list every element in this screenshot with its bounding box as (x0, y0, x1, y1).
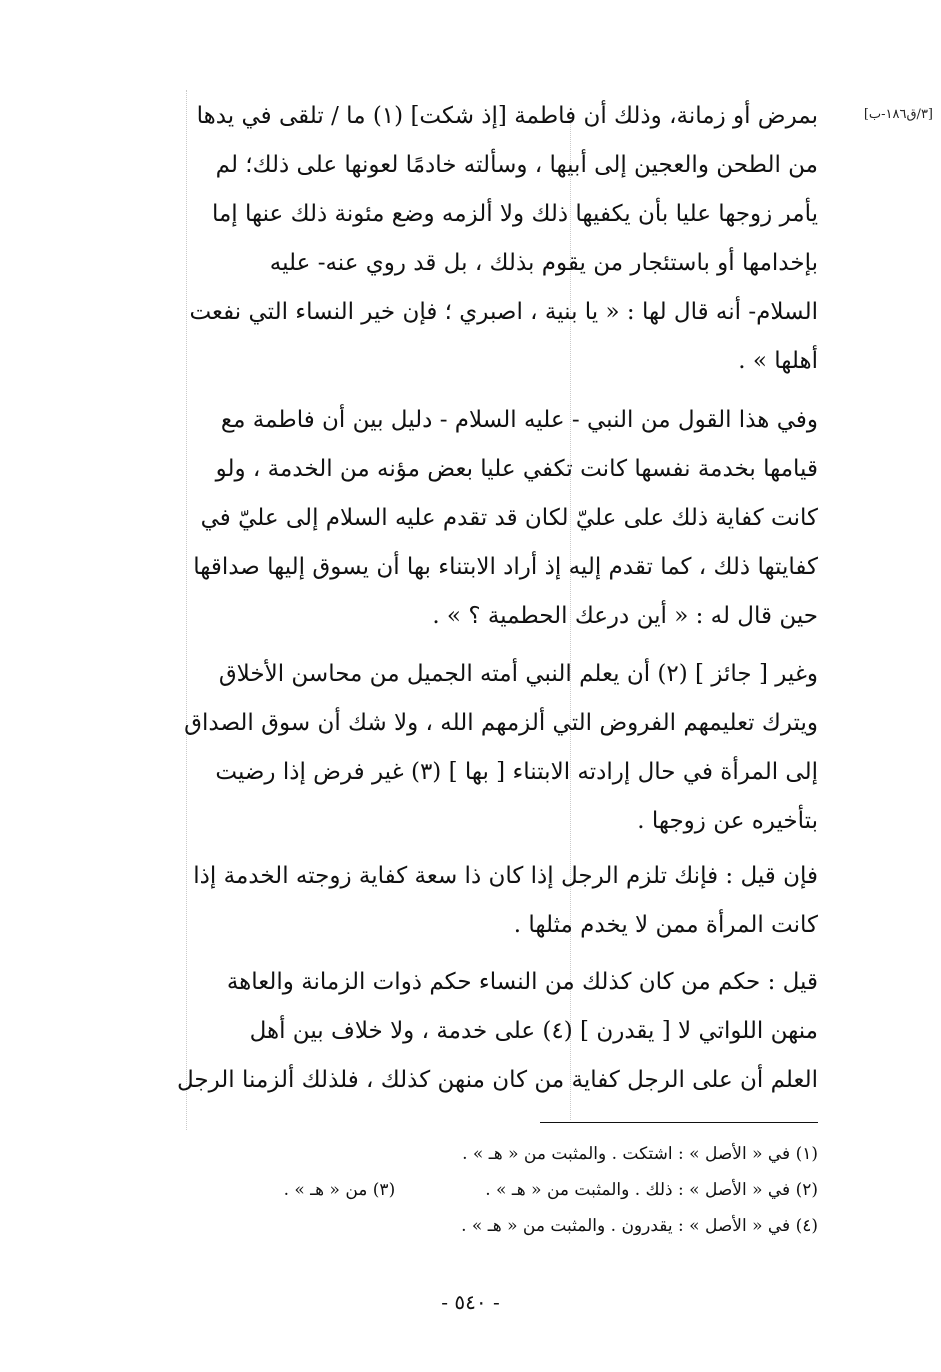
page-number: - ٥٤٠ - (441, 1290, 500, 1314)
footnote-row (140, 1136, 818, 1172)
text-line: ويترك تعليمهم الفروض التي ألزمهم الله ، ولا شك أن سوق الصداق (184, 710, 818, 736)
text-line: العلم أن على الرجل كفاية من كان منهن كذلك ، فلذلك ألزمنا الرجل (176, 1067, 818, 1093)
text-line: بمرض أو زمانة، وذلك أن فاطمة [إذ شكت] (١) ما / تلقى في يدها (196, 103, 818, 129)
footnote-row (140, 1172, 818, 1208)
footnote-separator (540, 1122, 818, 1123)
text-line: فإن قيل : فإنك تلزم الرجل إذا كان ذا سعة كفاية زوجته الخدمة إذا (193, 863, 818, 889)
footnote-row (140, 1208, 818, 1244)
text-line: بتأخيره عن زوجها . (637, 808, 818, 834)
text-line: إلى المرأة في حال إرادته الابتناء [ بها ] (٣) غير فرض إذا رضيت (215, 759, 818, 785)
text-line: منهن اللواتي لا [ يقدرن ] (٤) على خدمة ، ولا خلاف بين أهل (249, 1018, 818, 1044)
paragraph-5 (134, 958, 818, 1105)
text-line: السلام- أنه قال لها : « يا بنية ، اصبري ؛ فإن خير النساء التي نفعت (189, 299, 818, 325)
footnote-2: (٢) في « الأصل » : ذلك . والمثبت من « هـ » . (485, 1180, 818, 1200)
margin-folio-reference: [٣/ق١٨٦-ب] (863, 107, 933, 122)
text-line: من الطحن والعجين إلى أبيها ، وسألته خادمًا لعونها على ذلك؛ لم (215, 152, 818, 178)
footnote-4: (٤) في « الأصل » : يقدرون . والمثبت من « هـ » . (461, 1216, 818, 1236)
footnotes (140, 1136, 818, 1244)
text-line: كانت المرأة ممن لا يخدم مثلها . (513, 912, 818, 938)
paragraph-2 (134, 396, 818, 641)
text-line: يأمر زوجها عليا بأن يكفيها ذلك ولا ألزمه وضع مئونة ذلك عنها إما (211, 201, 818, 227)
text-line: قيل : حكم من كان كذلك من النساء حكم ذوات الزمانة والعاهة (226, 969, 818, 995)
text-line: قيامها بخدمة نفسها كانت تكفي عليا بعض مؤنه من الخدمة ، ولو (215, 456, 818, 482)
text-line: كانت كفاية ذلك على عليّ لكان قد تقدم عليه السلام إلى عليّ في (200, 505, 818, 531)
text-line: أهلها » . (738, 348, 818, 374)
paragraph-1 (134, 92, 818, 386)
paragraph-4 (134, 852, 818, 950)
text-line: وفي هذا القول من النبي - عليه السلام - دليل بين أن فاطمة مع (220, 407, 818, 433)
footnote-3: (٣) من « هـ » . (283, 1180, 396, 1200)
footnote-1: (١) في « الأصل » : اشتكت . والمثبت من « هـ » . (462, 1144, 818, 1164)
text-line: كفايتها ذلك ، كما تقدم إليه إذ أراد الابتناء بها أن يسوق إليها صداقها (193, 554, 818, 580)
text-line: بإخدامها أو باستئجار من يقوم بذلك ، بل قد روي عنه- عليه (269, 250, 818, 276)
text-line: حين قال له : « أين درعك الحطمية ؟ » . (432, 603, 818, 629)
text-line: وغير [ جائز ] (٢) أن يعلم النبي أمته الجميل من محاسن الأخلاق (218, 661, 818, 687)
paragraph-3 (134, 650, 818, 846)
